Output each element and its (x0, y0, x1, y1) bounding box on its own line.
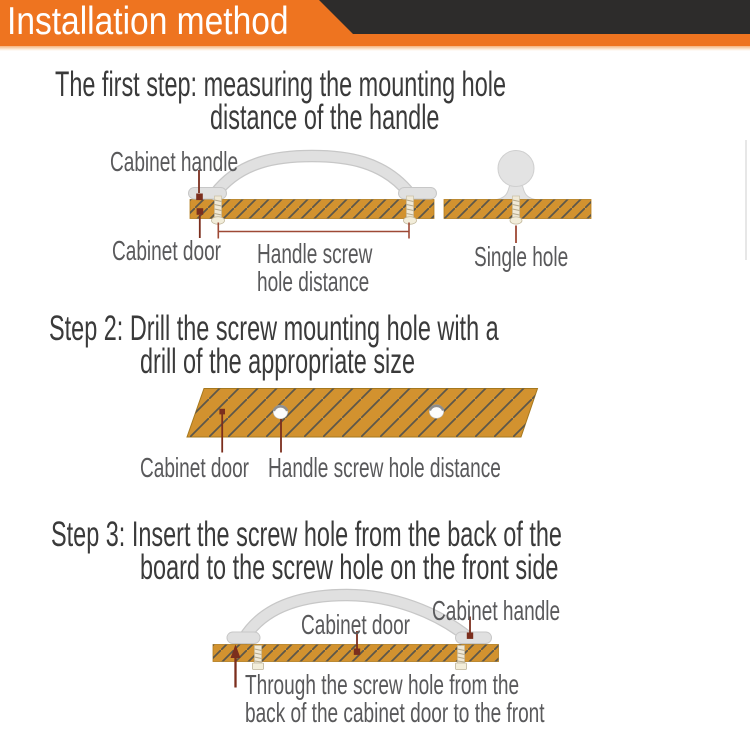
label-through-note (245, 671, 545, 727)
header-dark-wedge (316, 0, 750, 34)
label-through-note-line2: back of the cabinet door to the front (245, 697, 545, 728)
cabinet-door-board (190, 200, 434, 219)
label-screw-hole-distance-line2: hole distance (257, 265, 370, 297)
step3-heading-line1: Step 3: Insert the screw hole from the back of the (51, 515, 562, 554)
knob-graphic (494, 151, 538, 201)
right-edge-artifact (745, 140, 747, 260)
label-cabinet-door: Cabinet door (140, 452, 250, 483)
label-screw-hole-distance: Handle screw hole distance (268, 452, 501, 483)
label-through-note-line1: Through the screw hole from the (245, 669, 520, 700)
step3-heading-line2: board to the screw hole on the front side (140, 548, 559, 587)
label-cabinet-door: Cabinet door (112, 235, 222, 266)
drill-hole-left (273, 405, 287, 419)
label-screw-hole-distance (257, 240, 372, 295)
step1-heading-line2: distance of the handle (210, 98, 440, 137)
step1-heading-line1: The first step: measuring the mounting hole (55, 65, 507, 104)
header-underline-strip (0, 46, 750, 51)
pointer-cabinet-door (197, 208, 204, 238)
header-bar (0, 0, 750, 46)
label-screw-hole-distance-line1: Handle screw (257, 238, 373, 269)
drilled-board (187, 389, 538, 438)
label-cabinet-door: Cabinet door (301, 609, 411, 640)
dimension-line (218, 223, 409, 239)
step2-heading-line1: Step 2: Drill the screw mounting hole with a (49, 309, 499, 348)
step2-heading-line2: drill of the appropriate size (140, 342, 416, 381)
drill-hole-right (429, 405, 443, 419)
page-title: Installation method (7, 0, 289, 43)
label-cabinet-handle: Cabinet handle (110, 146, 239, 177)
label-cabinet-handle: Cabinet handle (432, 595, 561, 626)
label-single-hole: Single hole (474, 241, 569, 272)
